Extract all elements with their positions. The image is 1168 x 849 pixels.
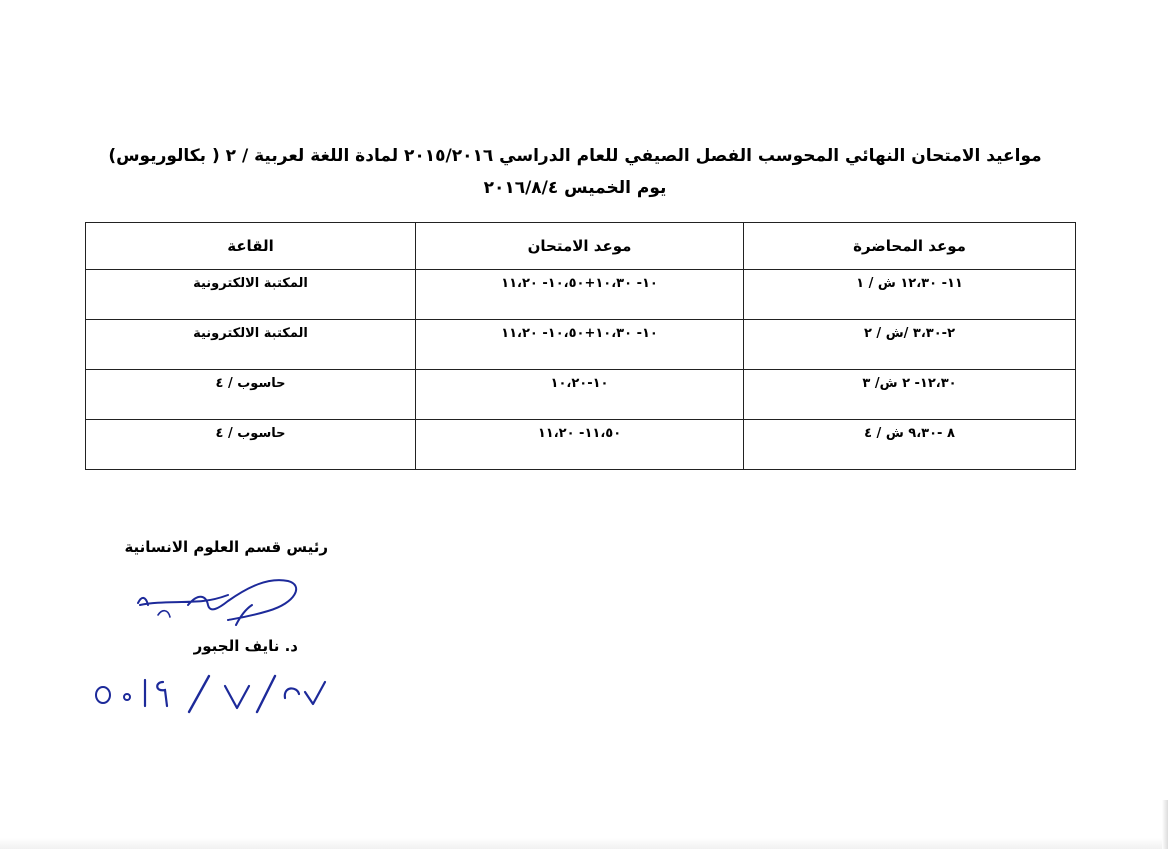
scan-bottom-edge bbox=[0, 838, 1168, 849]
table-row bbox=[86, 320, 1076, 370]
cell-lecture-time: ٢-٣،٣٠ /ش / ٢ bbox=[744, 320, 1076, 370]
scan-right-edge bbox=[1162, 800, 1168, 849]
handwritten-date-drawing bbox=[85, 668, 335, 716]
cell-room: حاسوب / ٤ bbox=[86, 420, 416, 470]
header-exam-time: موعد الامتحان bbox=[416, 223, 744, 270]
table-row bbox=[86, 420, 1076, 470]
header-lecture-time: موعد المحاضرة bbox=[744, 223, 1076, 270]
cell-lecture-time: ٨ -٩،٣٠ ش / ٤ bbox=[744, 420, 1076, 470]
cell-lecture-time: ١٢،٣٠- ٢ ش/ ٣ bbox=[744, 370, 1076, 420]
signer-name: د. نايف الجبور bbox=[193, 637, 298, 655]
cell-exam-time: ١٠- ١٠،٣٠+١٠،٥٠- ١١،٢٠ bbox=[416, 270, 744, 320]
cell-lecture-time: ١١- ١٢،٣٠ ش / ١ bbox=[744, 270, 1076, 320]
cell-room: المكتبة الالكترونية bbox=[86, 270, 416, 320]
exam-schedule-table bbox=[85, 222, 1076, 470]
table-row bbox=[86, 370, 1076, 420]
cell-room: حاسوب / ٤ bbox=[86, 370, 416, 420]
table-row bbox=[86, 270, 1076, 320]
document-date: يوم الخميس ٢٠١٦/٨/٤ bbox=[483, 178, 667, 198]
document-title: مواعيد الامتحان النهائي المحوسب الفصل الصيفي للعام الدراسي ٢٠١٥/٢٠١٦ لمادة اللغة لعربية / ٢ ( بكالوريوس) bbox=[108, 146, 1042, 166]
handwritten-signature bbox=[128, 565, 318, 640]
cell-exam-time: ١١،٥٠- ١١،٢٠ bbox=[416, 420, 744, 470]
table-header-row bbox=[86, 223, 1076, 270]
signer-title: رئيس قسم العلوم الانسانية bbox=[124, 538, 328, 556]
cell-exam-time: ١٠-١٠،٢٠ bbox=[416, 370, 744, 420]
cell-exam-time: ١٠- ١٠،٣٠+١٠،٥٠- ١١،٢٠ bbox=[416, 320, 744, 370]
cell-room: المكتبة الالكترونية bbox=[86, 320, 416, 370]
header-room: القاعة bbox=[86, 223, 416, 270]
